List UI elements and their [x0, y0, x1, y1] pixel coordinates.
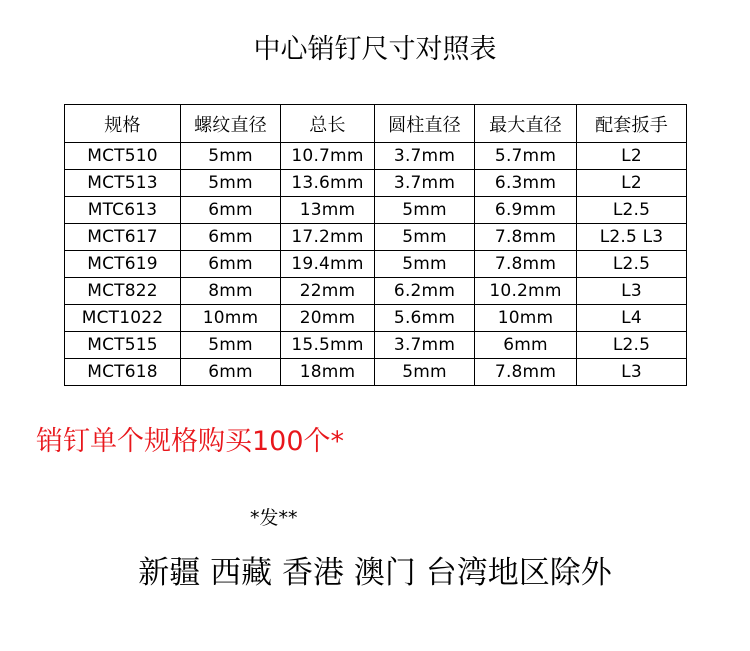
table-cell: MTC613: [65, 197, 181, 224]
table-cell: 13mm: [281, 197, 375, 224]
table-cell: 15.5mm: [281, 332, 375, 359]
column-header: 圆柱直径: [375, 105, 475, 143]
table-row: [65, 197, 687, 224]
table-row: [65, 359, 687, 386]
table-cell: 7.8mm: [475, 359, 577, 386]
table-cell: 6mm: [181, 251, 281, 278]
table-cell: 5mm: [181, 332, 281, 359]
table-row: [65, 170, 687, 197]
table-cell: 5.7mm: [475, 143, 577, 170]
table-cell: 10.2mm: [475, 278, 577, 305]
table-cell: 10mm: [475, 305, 577, 332]
page-title: 中心销钉尺寸对照表: [253, 34, 497, 65]
table-cell: L2.5: [577, 197, 687, 224]
table-cell: 5mm: [375, 251, 475, 278]
table-cell: 5.6mm: [375, 305, 475, 332]
column-header: 最大直径: [475, 105, 577, 143]
table-cell: 6.9mm: [475, 197, 577, 224]
table-cell: L3: [577, 278, 687, 305]
table-cell: 5mm: [375, 224, 475, 251]
table-cell: 5mm: [181, 143, 281, 170]
excluded-regions: 新疆 西藏 香港 澳门 台湾地区除外: [138, 555, 612, 591]
table-cell: MCT822: [65, 278, 181, 305]
table-row: [65, 332, 687, 359]
table-cell: MCT617: [65, 224, 181, 251]
table-cell: 13.6mm: [281, 170, 375, 197]
table-cell: 6mm: [181, 359, 281, 386]
table-cell: 20mm: [281, 305, 375, 332]
table-cell: L2.5 L3: [577, 224, 687, 251]
table-cell: MCT619: [65, 251, 181, 278]
table-cell: MCT1022: [65, 305, 181, 332]
table-cell: L2: [577, 170, 687, 197]
table-cell: L3: [577, 359, 687, 386]
column-header: 配套扳手: [577, 105, 687, 143]
table-cell: 6mm: [181, 197, 281, 224]
table-cell: 5mm: [181, 170, 281, 197]
table-cell: 10mm: [181, 305, 281, 332]
table-cell: 6mm: [181, 224, 281, 251]
table-cell: L4: [577, 305, 687, 332]
table-cell: 3.7mm: [375, 143, 475, 170]
table-cell: 22mm: [281, 278, 375, 305]
table-cell: L2: [577, 143, 687, 170]
table-cell: L2.5: [577, 251, 687, 278]
shipping-label: *发**: [250, 507, 298, 529]
table-row: [65, 278, 687, 305]
table-cell: 7.8mm: [475, 224, 577, 251]
column-header: 规格: [65, 105, 181, 143]
table-cell: 17.2mm: [281, 224, 375, 251]
table-row: [65, 305, 687, 332]
table-cell: L2.5: [577, 332, 687, 359]
table-cell: 7.8mm: [475, 251, 577, 278]
table-cell: 5mm: [375, 359, 475, 386]
spec-table: [64, 104, 687, 386]
table-cell: 5mm: [375, 197, 475, 224]
column-header: 螺纹直径: [181, 105, 281, 143]
table-header-row: [65, 105, 687, 143]
table-cell: MCT513: [65, 170, 181, 197]
table-cell: MCT510: [65, 143, 181, 170]
table-row: [65, 143, 687, 170]
table-cell: 6.2mm: [375, 278, 475, 305]
table-cell: MCT515: [65, 332, 181, 359]
table-cell: 6.3mm: [475, 170, 577, 197]
table-cell: 10.7mm: [281, 143, 375, 170]
table-cell: 18mm: [281, 359, 375, 386]
column-header: 总长: [281, 105, 375, 143]
table-cell: MCT618: [65, 359, 181, 386]
table-cell: 6mm: [475, 332, 577, 359]
table-cell: 3.7mm: [375, 332, 475, 359]
table-cell: 3.7mm: [375, 170, 475, 197]
table-cell: 19.4mm: [281, 251, 375, 278]
purchase-notice: 销钉单个规格购买100个*: [36, 426, 345, 457]
spec-table-body: [65, 143, 687, 386]
table-row: [65, 224, 687, 251]
table-cell: 8mm: [181, 278, 281, 305]
table-row: [65, 251, 687, 278]
